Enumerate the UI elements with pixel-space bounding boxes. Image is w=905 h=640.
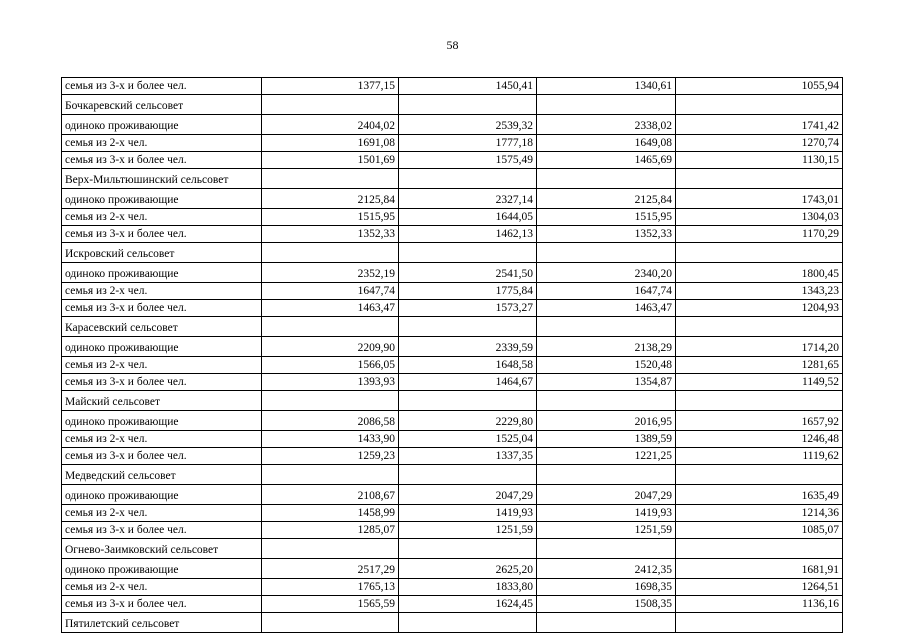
value-cell-col1: 2125,84 (262, 189, 399, 209)
value-cell-col4: 1343,23 (676, 283, 843, 300)
value-cell-col4: 1246,48 (676, 431, 843, 448)
value-cell-col2: 2625,20 (399, 559, 537, 579)
category-cell: семья из 3-х и более чел. (62, 596, 262, 613)
value-cell-col1 (262, 317, 399, 337)
value-cell-col1: 2209,90 (262, 337, 399, 357)
value-cell-col4: 1119,62 (676, 448, 843, 465)
value-cell-col3: 1419,93 (537, 505, 676, 522)
value-cell-col1: 1691,08 (262, 135, 399, 152)
category-cell: одиноко проживающие (62, 337, 262, 357)
value-cell-col3: 2340,20 (537, 263, 676, 283)
table-row (62, 522, 843, 539)
table-row (62, 115, 843, 135)
category-cell: одиноко проживающие (62, 115, 262, 135)
category-cell: семья из 2-х чел. (62, 135, 262, 152)
value-cell-col4 (676, 95, 843, 115)
value-cell-col4 (676, 465, 843, 485)
value-cell-col2 (399, 95, 537, 115)
value-cell-col3 (537, 391, 676, 411)
value-cell-col4: 1085,07 (676, 522, 843, 539)
district-name-cell: Майский сельсовет (62, 391, 262, 411)
value-cell-col1: 1393,93 (262, 374, 399, 391)
value-cell-col1: 1352,33 (262, 226, 399, 243)
value-cell-col1: 1458,99 (262, 505, 399, 522)
value-cell-col1: 2352,19 (262, 263, 399, 283)
value-cell-col2: 2229,80 (399, 411, 537, 431)
value-cell-col1: 1566,05 (262, 357, 399, 374)
category-cell: семья из 2-х чел. (62, 209, 262, 226)
value-cell-col2: 2539,32 (399, 115, 537, 135)
value-cell-col2: 1462,13 (399, 226, 537, 243)
category-cell: семья из 2-х чел. (62, 431, 262, 448)
value-cell-col4 (676, 539, 843, 559)
value-cell-col3: 2412,35 (537, 559, 676, 579)
value-cell-col2: 1648,58 (399, 357, 537, 374)
district-name-cell: Бочкаревский сельсовет (62, 95, 262, 115)
value-cell-col3: 1649,08 (537, 135, 676, 152)
value-cell-col1: 1259,23 (262, 448, 399, 465)
value-cell-col2: 1337,35 (399, 448, 537, 465)
category-cell: семья из 2-х чел. (62, 505, 262, 522)
value-cell-col4: 1055,94 (676, 78, 843, 95)
category-cell: семья из 2-х чел. (62, 357, 262, 374)
value-cell-col4: 1657,92 (676, 411, 843, 431)
category-cell: семья из 3-х и более чел. (62, 300, 262, 317)
category-cell: одиноко проживающие (62, 485, 262, 505)
value-cell-col2: 1419,93 (399, 505, 537, 522)
value-cell-col2: 1450,41 (399, 78, 537, 95)
value-cell-col4: 1264,51 (676, 579, 843, 596)
value-cell-col2: 1624,45 (399, 596, 537, 613)
value-cell-col3 (537, 317, 676, 337)
table-row (62, 374, 843, 391)
value-cell-col2: 1833,80 (399, 579, 537, 596)
value-cell-col4: 1170,29 (676, 226, 843, 243)
value-cell-col3: 1520,48 (537, 357, 676, 374)
table-row (62, 579, 843, 596)
table-row (62, 78, 843, 95)
district-row (62, 95, 843, 115)
category-cell: семья из 3-х и более чел. (62, 78, 262, 95)
value-cell-col3: 1698,35 (537, 579, 676, 596)
value-cell-col4: 1743,01 (676, 189, 843, 209)
value-cell-col3 (537, 243, 676, 263)
value-cell-col3: 1515,95 (537, 209, 676, 226)
table-row (62, 559, 843, 579)
value-cell-col1: 1433,90 (262, 431, 399, 448)
value-cell-col4: 1304,03 (676, 209, 843, 226)
value-cell-col1: 2517,29 (262, 559, 399, 579)
value-cell-col2 (399, 465, 537, 485)
value-cell-col4 (676, 317, 843, 337)
category-cell: семья из 3-х и более чел. (62, 374, 262, 391)
category-cell: одиноко проживающие (62, 189, 262, 209)
table-row (62, 135, 843, 152)
value-cell-col4: 1281,65 (676, 357, 843, 374)
value-cell-col1: 1377,15 (262, 78, 399, 95)
value-cell-col3 (537, 465, 676, 485)
value-cell-col3 (537, 613, 676, 633)
value-cell-col2: 1525,04 (399, 431, 537, 448)
value-cell-col2 (399, 539, 537, 559)
district-row (62, 317, 843, 337)
value-cell-col2: 1644,05 (399, 209, 537, 226)
table-row (62, 209, 843, 226)
value-cell-col1: 1515,95 (262, 209, 399, 226)
page-number: 58 (446, 38, 459, 52)
district-name-cell: Верх-Мильтюшинский сельсовет (62, 169, 262, 189)
table-row (62, 189, 843, 209)
category-cell: семья из 2-х чел. (62, 283, 262, 300)
value-cell-col2 (399, 169, 537, 189)
value-cell-col1: 1501,69 (262, 152, 399, 169)
category-cell: одиноко проживающие (62, 263, 262, 283)
value-cell-col3: 1251,59 (537, 522, 676, 539)
table-body (62, 78, 843, 633)
value-cell-col2: 1575,49 (399, 152, 537, 169)
category-cell: одиноко проживающие (62, 411, 262, 431)
value-cell-col4: 1136,16 (676, 596, 843, 613)
table-row (62, 485, 843, 505)
table-row (62, 431, 843, 448)
value-cell-col1 (262, 613, 399, 633)
value-cell-col1: 1647,74 (262, 283, 399, 300)
table-row (62, 357, 843, 374)
table-row (62, 448, 843, 465)
value-cell-col2: 1464,67 (399, 374, 537, 391)
value-cell-col2: 1777,18 (399, 135, 537, 152)
value-cell-col1: 1285,07 (262, 522, 399, 539)
value-cell-col1: 1765,13 (262, 579, 399, 596)
value-cell-col1 (262, 169, 399, 189)
value-cell-col1 (262, 95, 399, 115)
table-row (62, 505, 843, 522)
value-cell-col2 (399, 613, 537, 633)
table-row (62, 283, 843, 300)
value-cell-col4: 1270,74 (676, 135, 843, 152)
value-cell-col2 (399, 391, 537, 411)
value-cell-col3: 2016,95 (537, 411, 676, 431)
value-cell-col1: 2108,67 (262, 485, 399, 505)
value-cell-col3: 2138,29 (537, 337, 676, 357)
subsistence-table (61, 77, 843, 633)
table-row (62, 226, 843, 243)
value-cell-col3: 1354,87 (537, 374, 676, 391)
table-row (62, 152, 843, 169)
value-cell-col2: 1573,27 (399, 300, 537, 317)
value-cell-col2 (399, 317, 537, 337)
district-row (62, 613, 843, 633)
value-cell-col3: 1340,61 (537, 78, 676, 95)
value-cell-col4: 1214,36 (676, 505, 843, 522)
district-name-cell: Пятилетский сельсовет (62, 613, 262, 633)
value-cell-col4 (676, 169, 843, 189)
value-cell-col1 (262, 539, 399, 559)
value-cell-col3 (537, 169, 676, 189)
value-cell-col3: 2047,29 (537, 485, 676, 505)
value-cell-col3 (537, 539, 676, 559)
category-cell: семья из 3-х и более чел. (62, 448, 262, 465)
value-cell-col3: 1352,33 (537, 226, 676, 243)
value-cell-col3: 1389,59 (537, 431, 676, 448)
value-cell-col4: 1130,15 (676, 152, 843, 169)
district-row (62, 391, 843, 411)
value-cell-col2: 2047,29 (399, 485, 537, 505)
value-cell-col2: 1251,59 (399, 522, 537, 539)
value-cell-col1: 2404,02 (262, 115, 399, 135)
district-row (62, 539, 843, 559)
value-cell-col3: 2125,84 (537, 189, 676, 209)
value-cell-col4: 1681,91 (676, 559, 843, 579)
district-row (62, 169, 843, 189)
district-row (62, 465, 843, 485)
value-cell-col3: 1465,69 (537, 152, 676, 169)
district-name-cell: Карасевский сельсовет (62, 317, 262, 337)
category-cell: семья из 2-х чел. (62, 579, 262, 596)
category-cell: семья из 3-х и более чел. (62, 226, 262, 243)
value-cell-col2 (399, 243, 537, 263)
table-row (62, 263, 843, 283)
value-cell-col3: 1508,35 (537, 596, 676, 613)
value-cell-col4 (676, 613, 843, 633)
table-row (62, 596, 843, 613)
value-cell-col1: 2086,58 (262, 411, 399, 431)
value-cell-col1 (262, 465, 399, 485)
table-row (62, 337, 843, 357)
value-cell-col4 (676, 391, 843, 411)
district-name-cell: Медведский сельсовет (62, 465, 262, 485)
value-cell-col4: 1204,93 (676, 300, 843, 317)
district-name-cell: Огнево-Заимковский сельсовет (62, 539, 262, 559)
value-cell-col4 (676, 243, 843, 263)
value-cell-col2: 2541,50 (399, 263, 537, 283)
value-cell-col2: 1775,84 (399, 283, 537, 300)
value-cell-col1: 1565,59 (262, 596, 399, 613)
value-cell-col4: 1741,42 (676, 115, 843, 135)
category-cell: семья из 3-х и более чел. (62, 152, 262, 169)
district-name-cell: Искровский сельсовет (62, 243, 262, 263)
category-cell: одиноко проживающие (62, 559, 262, 579)
value-cell-col3: 1647,74 (537, 283, 676, 300)
table-row (62, 411, 843, 431)
value-cell-col4: 1714,20 (676, 337, 843, 357)
value-cell-col3: 2338,02 (537, 115, 676, 135)
value-cell-col1: 1463,47 (262, 300, 399, 317)
value-cell-col4: 1635,49 (676, 485, 843, 505)
value-cell-col2: 2327,14 (399, 189, 537, 209)
value-cell-col1 (262, 391, 399, 411)
district-row (62, 243, 843, 263)
value-cell-col2: 2339,59 (399, 337, 537, 357)
value-cell-col3: 1463,47 (537, 300, 676, 317)
value-cell-col4: 1800,45 (676, 263, 843, 283)
table-row (62, 300, 843, 317)
value-cell-col1 (262, 243, 399, 263)
value-cell-col3: 1221,25 (537, 448, 676, 465)
value-cell-col4: 1149,52 (676, 374, 843, 391)
value-cell-col3 (537, 95, 676, 115)
category-cell: семья из 3-х и более чел. (62, 522, 262, 539)
